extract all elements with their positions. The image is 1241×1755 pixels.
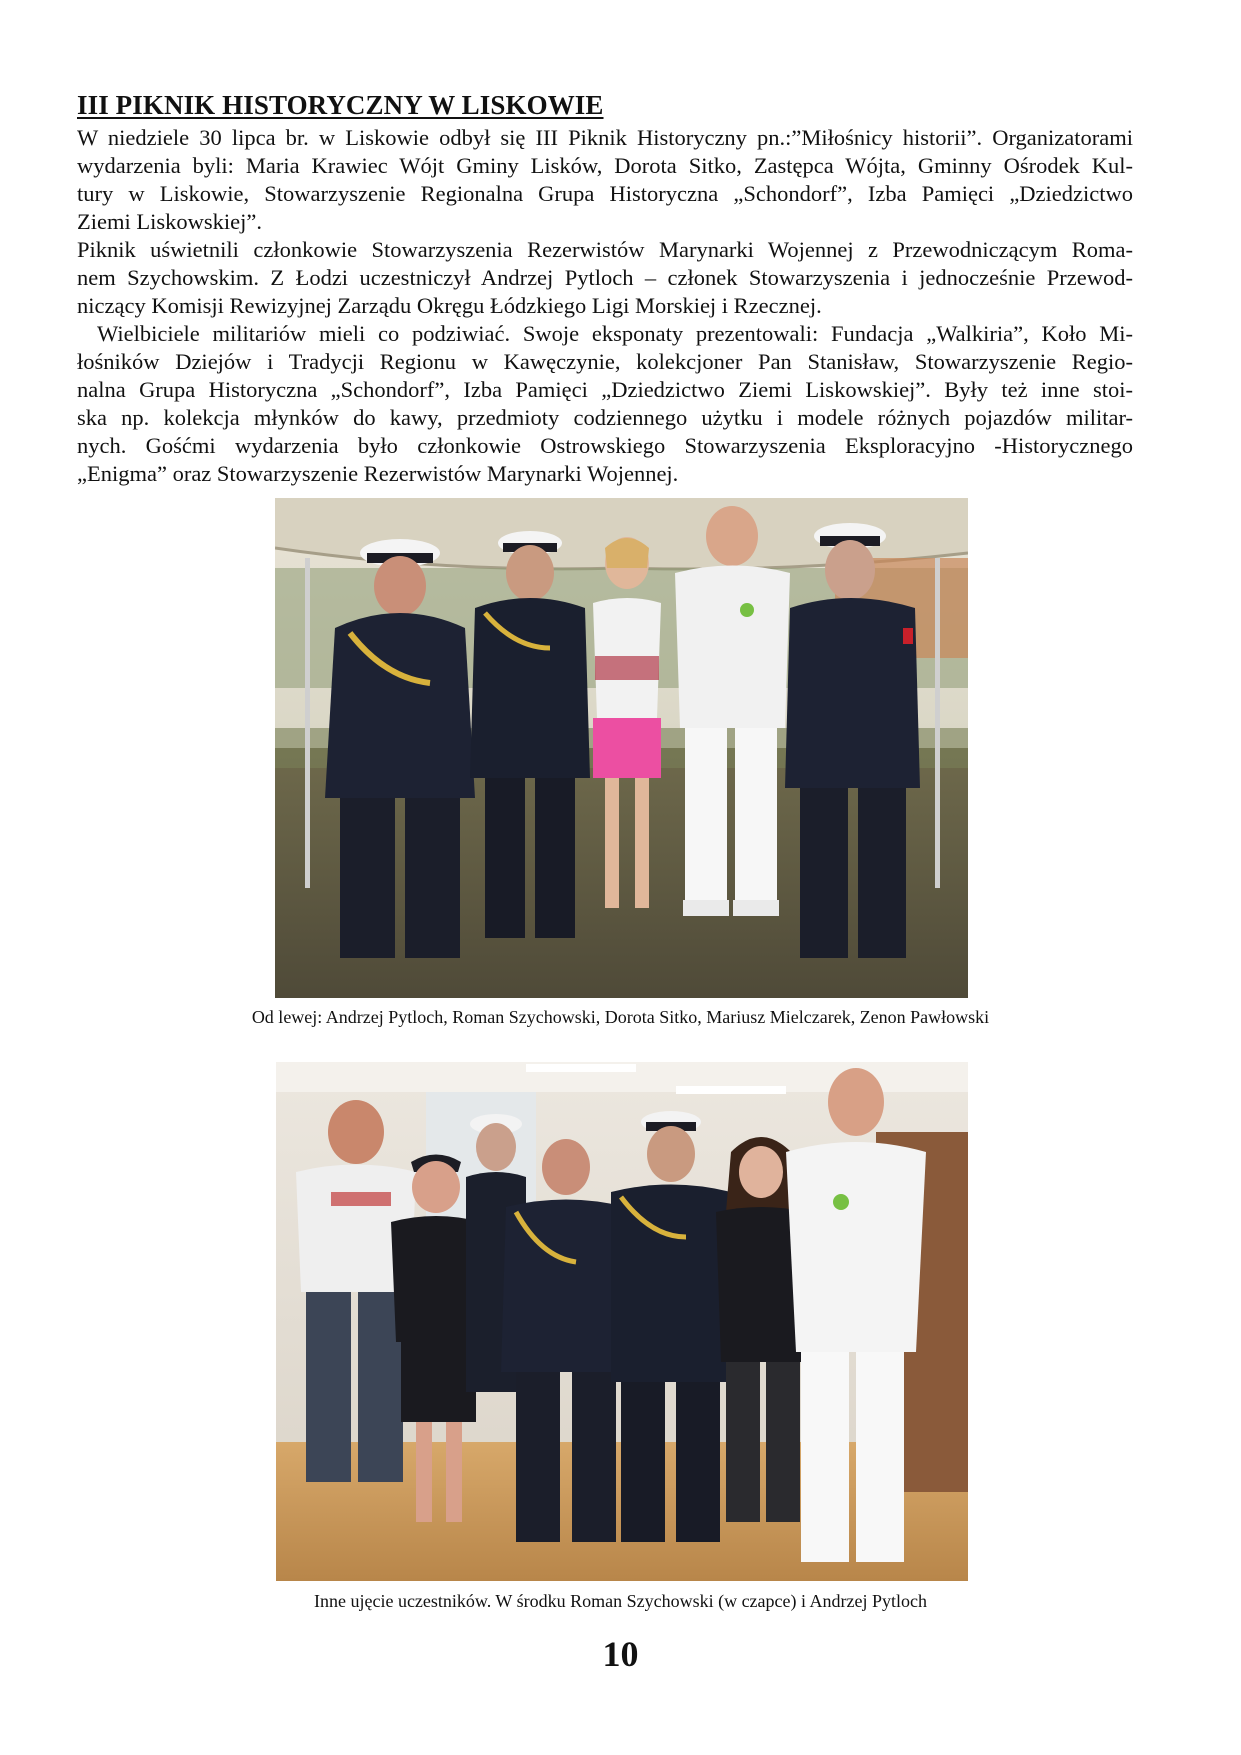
- text-line: nalna Grupa Historyczna „Schondorf”, Izba Pamięci „Dziedzictwo Ziemi Liskowskiej”. Były też inne stoi-: [77, 377, 1133, 402]
- paragraph-2: [77, 236, 1133, 320]
- text-line: Ziemi Liskowskiej”.: [77, 209, 262, 234]
- photo-indoor-group-image: [276, 1062, 968, 1581]
- text-line: ska np. kolekcja młynków do kawy, przedmioty codziennego użytku i modele różnych pojazdów militar-: [77, 405, 1133, 430]
- text-line: „Enigma” oraz Stowarzyszenie Rezerwistów Marynarki Wojennej.: [77, 461, 679, 486]
- text-line: Wielbiciele militariów mieli co podziwiać. Swoje eksponaty prezentowali: Fundacja „Walkiria”, Koło Mi-: [97, 321, 1133, 346]
- paragraph-3: [77, 320, 1133, 488]
- photo-outdoor-group-image: [275, 498, 968, 998]
- photo-outdoor-group: [275, 498, 968, 998]
- text-line: W niedziele 30 lipca br. w Liskowie odbył się III Piknik Historyczny pn.:”Miłośnicy historii”. Organizatorami: [77, 125, 1133, 150]
- text-line: nem Szychowskim. Z Łodzi uczestniczył Andrzej Pytloch – członek Stowarzyszenia i jednocześnie Przewod-: [77, 265, 1133, 290]
- text-line: wydarzenia byli: Maria Krawiec Wójt Gminy Lisków, Dorota Sitko, Zastępca Wójta, Gminny Ośrodek Kul-: [77, 153, 1133, 178]
- article-body: [77, 124, 1133, 488]
- photo-indoor-group: [276, 1062, 968, 1581]
- photo-outdoor-caption: Od lewej: Andrzej Pytloch, Roman Szychowski, Dorota Sitko, Mariusz Mielczarek, Zenon Pawłowski: [251, 1007, 990, 1027]
- photo-indoor-caption: Inne ujęcie uczestników. W środku Roman Szychowski (w czapce) i Andrzej Pytloch: [313, 1591, 927, 1611]
- paragraph-1: [77, 124, 1133, 236]
- text-line: łośników Dziejów i Tradycji Regionu w Kawęczynie, kolekcjoner Pan Stanisław, Stowarzyszenie Regio-: [77, 349, 1133, 374]
- text-line: tury w Liskowie, Stowarzyszenie Regionalna Grupa Historyczna „Schondorf”, Izba Pamięci „Dziedzictwo: [77, 181, 1133, 206]
- text-line: nych. Gośćmi wydarzenia było członkowie Ostrowskiego Stowarzyszenia Eksploracyjno -Historycznego: [77, 433, 1133, 458]
- page-number: 10: [602, 1634, 639, 1674]
- article-title: III PIKNIK HISTORYCZNY W LISKOWIE: [77, 90, 604, 120]
- text-line: Piknik uświetnili członkowie Stowarzyszenia Rezerwistów Marynarki Wojennej z Przewodniczącym Roma-: [77, 237, 1133, 262]
- text-line: niczący Komisji Rewizyjnej Zarządu Okręgu Łódzkiego Ligi Morskiej i Rzecznej.: [77, 293, 822, 318]
